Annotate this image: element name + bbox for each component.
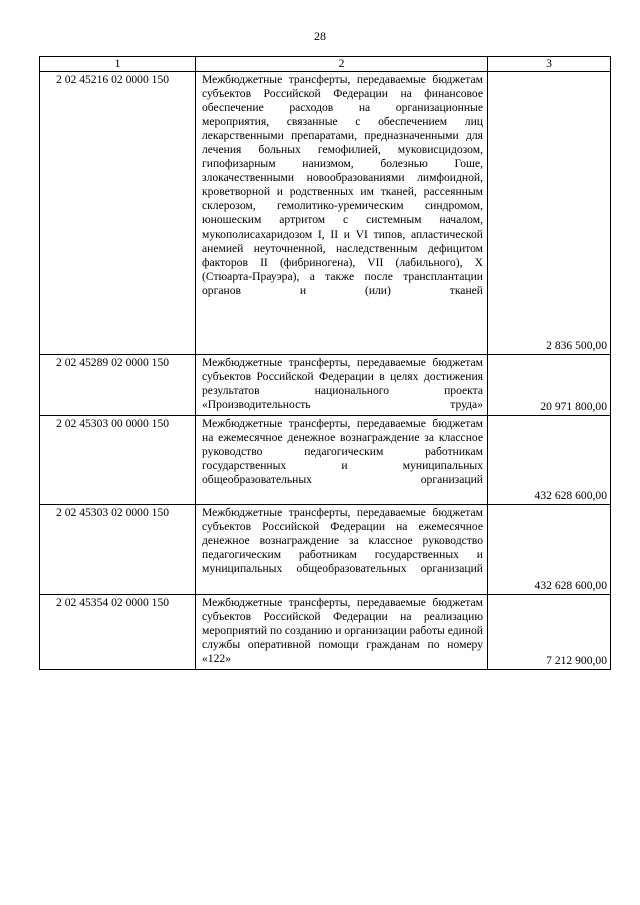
budget-table [39, 56, 611, 670]
revenue-description [196, 72, 488, 355]
description-text: Межбюджетные трансферты, передаваемые бюджетам субъектов Российской Федерации в целях достижения результатов национального проекта «Производительность труда» [202, 356, 483, 412]
classification-code: 2 02 45303 00 0000 150 [40, 416, 196, 505]
table-row [40, 72, 611, 355]
description-text: Межбюджетные трансферты, передаваемые бюджетам на ежемесячное денежное вознаграждение за классное руководство педагогическим работникам государственных и муниципальных общеобразовательных организаций [202, 417, 483, 487]
classification-code: 2 02 45216 02 0000 150 [40, 72, 196, 355]
page-number: 28 [314, 29, 326, 43]
column-header-2: 2 [196, 57, 488, 72]
table-row [40, 595, 611, 670]
table-row [40, 355, 611, 416]
classification-code: 2 02 45303 02 0000 150 [40, 505, 196, 595]
amount-value: 432 628 600,00 [488, 416, 611, 505]
description-text: Межбюджетные трансферты, передаваемые бюджетам субъектов Российской Федерации на реализацию мероприятий по созданию и организации работы единой службы оперативной помощи гражданам по номеру «122» [202, 596, 484, 666]
revenue-description [196, 505, 488, 595]
amount-value: 7 212 900,00 [488, 595, 611, 670]
amount-value: 432 628 600,00 [488, 505, 611, 595]
amount-value: 20 971 800,00 [488, 355, 611, 416]
revenue-description [196, 355, 488, 416]
revenue-description [196, 416, 488, 505]
column-header-3: 3 [488, 57, 611, 72]
description-text: Межбюджетные трансферты, передаваемые бюджетам субъектов Российской Федерации на ежемесячное денежное вознаграждение за классное руководство педагогическим работникам государственных и муниципальных общеобразовательных организаций [202, 506, 483, 576]
classification-code: 2 02 45354 02 0000 150 [40, 595, 196, 670]
classification-code: 2 02 45289 02 0000 150 [40, 355, 196, 416]
table-row [40, 416, 611, 505]
table-row [40, 505, 611, 595]
column-header-1: 1 [40, 57, 196, 72]
revenue-description [196, 595, 488, 670]
amount-value: 2 836 500,00 [488, 72, 611, 355]
description-text: Межбюджетные трансферты, передаваемые бюджетам субъектов Российской Федерации на финансовое обеспечение расходов на организационные мероприятия, связанные с обеспечением лиц лекарственными препаратами, предназначенными для лечения больных гемофилией, муковисцидозом, гипофизарным нанизмом, болезнью Гоше, злокачественными новообразованиями лимфоидной, кроветворной и родственных им тканей, рассеянным склерозом, гемолитико-уремическим синдромом, юношеским артритом с системным началом, мукополисахаридозом I, II и VI типов, апластической анемией неуточненной, наследственным дефицитом факторов II (фибриногена), VII (лабильного), X (Стюарта-Прауэра), а также после трансплантации органов и (или) тканей [202, 73, 483, 297]
table-header-row [40, 57, 611, 72]
